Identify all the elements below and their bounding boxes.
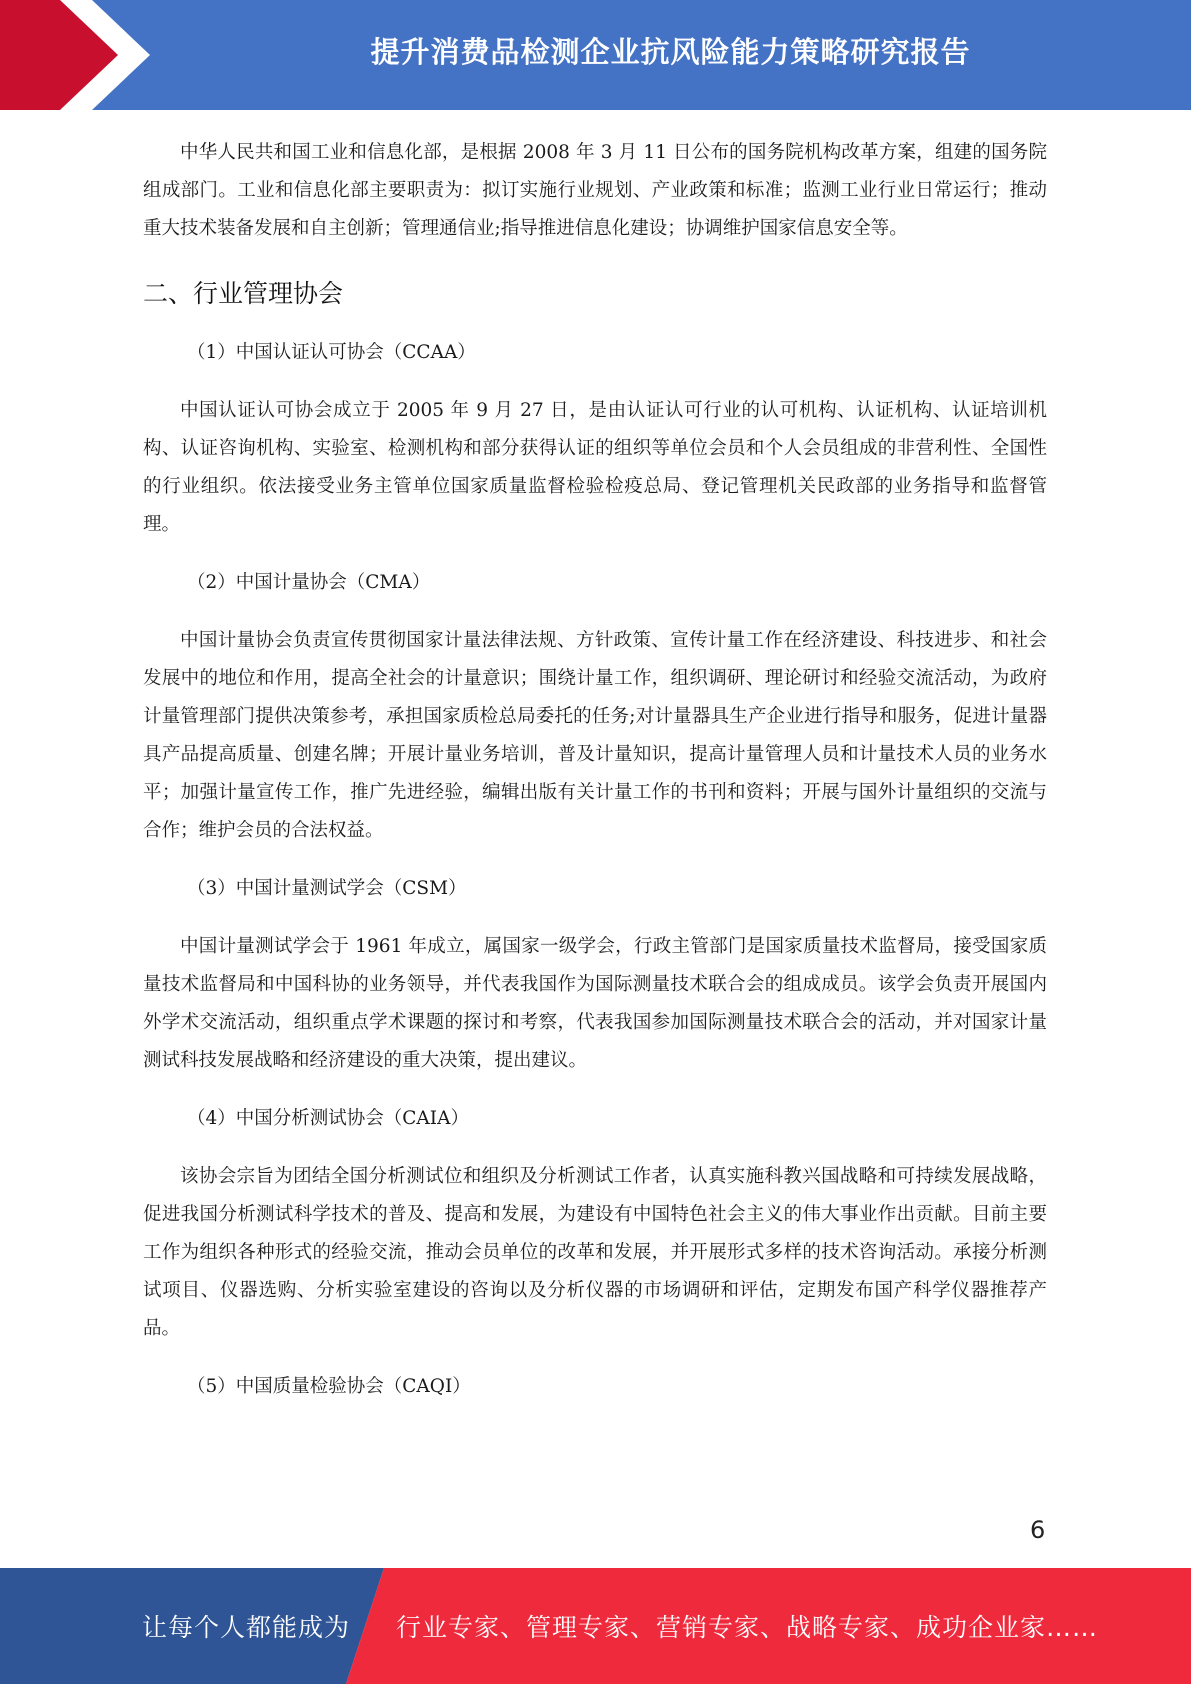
- footer-slogan-right: 行业专家、管理专家、营销专家、战略专家、成功企业家……: [396, 1613, 1099, 1642]
- intro-paragraph: 中华人民共和国工业和信息化部，是根据 2008 年 3 月 11 日公布的国务院机构改革方案，组建的国务院组成部门。工业和信息化部主要职责为：拟订实施行业规划、产业政策和标准；监测工业行业日常运行；推动重大技术装备发展和自主创新；管理通信业;指导推进信息化建设；协调维护国家信息安全等。: [143, 142, 1047, 239]
- page-content: [143, 134, 1047, 1404]
- item-heading-csm: （3）中国计量测试学会（CSM）: [187, 878, 467, 899]
- report-header: [0, 0, 1191, 110]
- item-paragraph-ccaa: 中国认证认可协会成立于 2005 年 9 月 27 日，是由认证认可行业的认可机构、认证机构、认证培训机构、认证咨询机构、实验室、检测机构和部分获得认证的组织等单位会员和个人会员组成的非营利性、全国性的行业组织。依法接受业务主管单位国家质量监督检验检疫总局、登记管理机关民政部的业务指导和监督管理。: [143, 400, 1047, 535]
- page-number: 6: [1030, 1516, 1046, 1544]
- item-paragraph-cma: 中国计量协会负责宣传贯彻国家计量法律法规、方针政策、宣传计量工作在经济建设、科技进步、和社会发展中的地位和作用，提高全社会的计量意识；围绕计量工作，组织调研、理论研讨和经验交流活动，为政府计量管理部门提供决策参考，承担国家质检总局委托的任务;对计量器具生产企业进行指导和服务，促进计量器具产品提高质量、创建名牌；开展计量业务培训，普及计量知识，提高计量管理人员和计量技术人员的业务水平；加强计量宣传工作，推广先进经验，编辑出版有关计量工作的书刊和资料；开展与国外计量组织的交流与合作；维护会员的合法权益。: [143, 630, 1047, 841]
- item-heading-ccaa: （1）中国认证认可协会（CCAA）: [187, 342, 476, 363]
- report-footer: [0, 1568, 1191, 1684]
- section-heading: 二、行业管理协会: [143, 279, 344, 308]
- item-paragraph-csm: 中国计量测试学会于 1961 年成立，属国家一级学会，行政主管部门是国家质量技术监督局，接受国家质量技术监督局和中国科协的业务领导，并代表我国作为国际测量技术联合会的组成成员。该学会负责开展国内外学术交流活动，组织重点学术课题的探讨和考察，代表我国参加国际测量技术联合会的活动，并对国家计量测试科技发展战略和经济建设的重大决策，提出建议。: [143, 936, 1047, 1071]
- footer-slogan-left: 让每个人都能成为: [142, 1613, 351, 1642]
- report-title: 提升消费品检测企业抗风险能力策略研究报告: [370, 34, 971, 69]
- item-heading-caia: （4）中国分析测试协会（CAIA）: [187, 1108, 469, 1129]
- item-heading-cma: （2）中国计量协会（CMA）: [187, 572, 431, 593]
- item-paragraph-caia: 该协会宗旨为团结全国分析测试位和组织及分析测试工作者，认真实施科教兴国战略和可持续发展战略，促进我国分析测试科学技术的普及、提高和发展，为建设有中国特色社会主义的伟大事业作出贡献。目前主要工作为组织各种形式的经验交流，推动会员单位的改革和发展，并开展形式多样的技术咨询活动。承接分析测试项目、仪器选购、分析实验室建设的咨询以及分析仪器的市场调研和评估，定期发布国产科学仪器推荐产品。: [143, 1166, 1047, 1339]
- item-heading-caqi: （5）中国质量检验协会（CAQI）: [187, 1376, 471, 1397]
- header-arrow-decoration: [0, 0, 160, 110]
